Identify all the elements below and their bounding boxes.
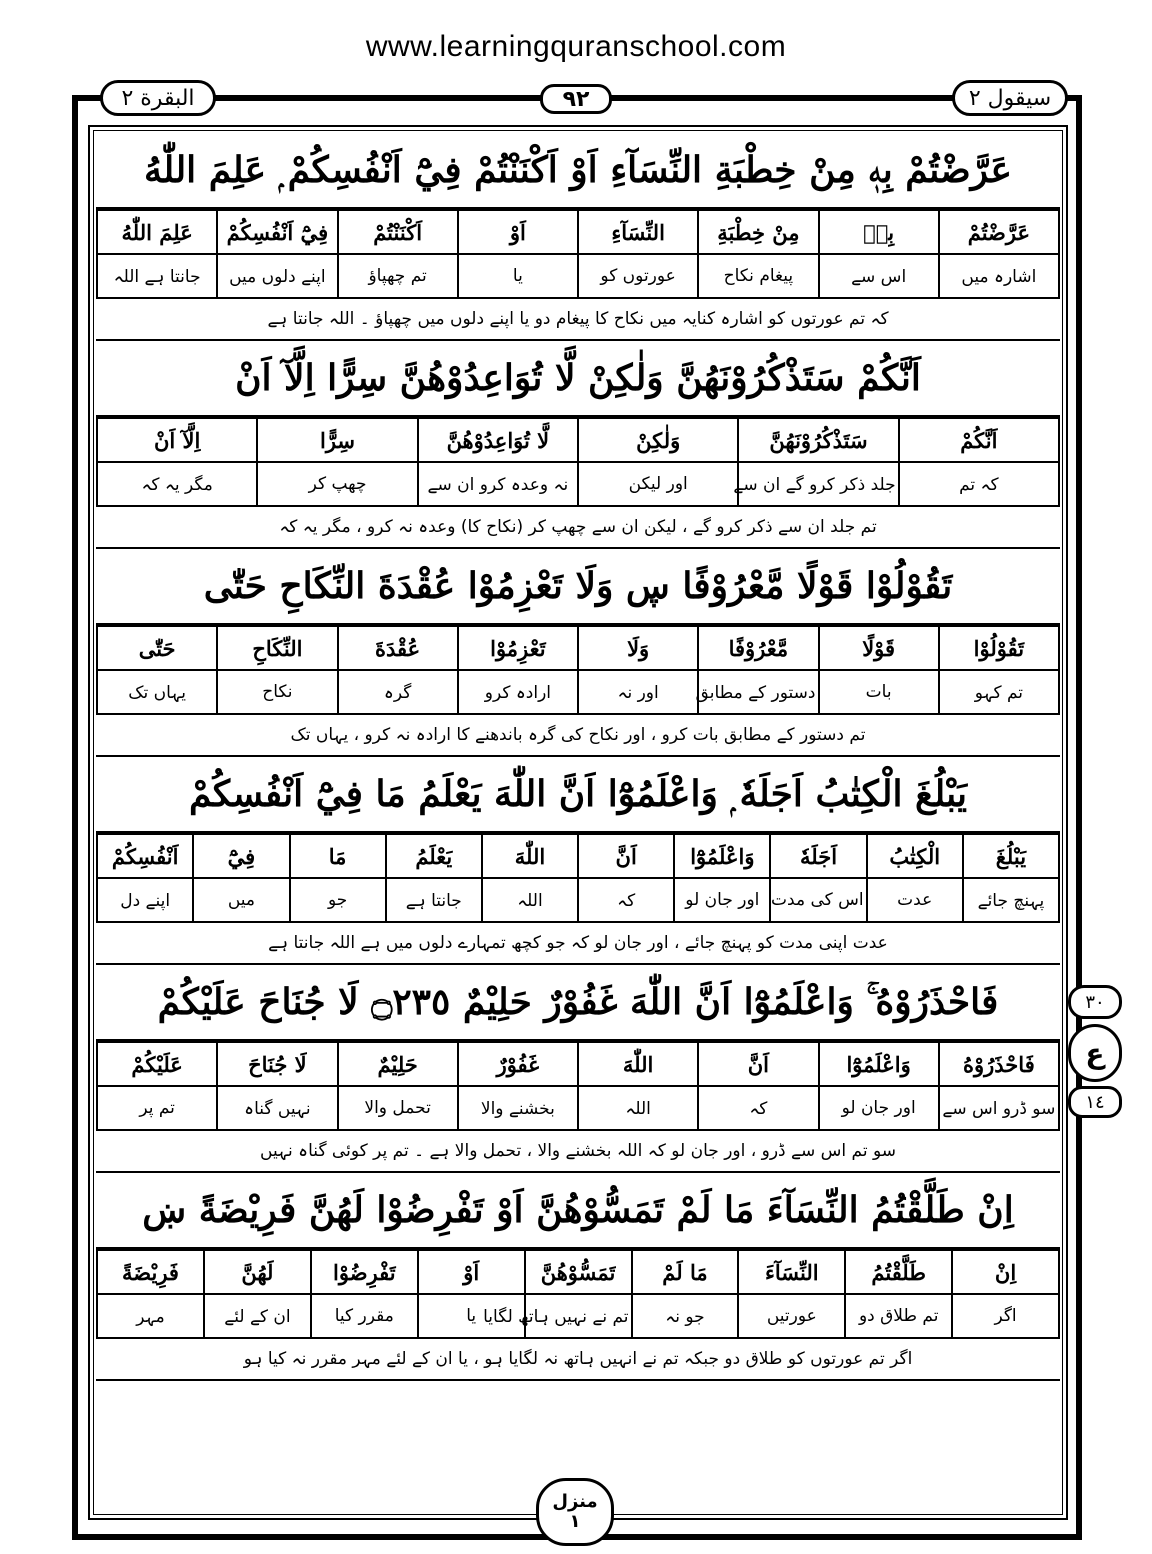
urdu-meaning: بخشنے والا	[458, 1086, 578, 1130]
urdu-meaning: جانتا ہے	[386, 878, 482, 922]
word-by-word-table	[96, 209, 1060, 299]
arabic-word: مَا	[290, 834, 386, 878]
arabic-verse-line: عَرَّضْتُمْ بِهٖ مِنْ خِطْبَةِ النِّسَآءِ اَوْ اَكْنَنْتُمْ فِيْٓ اَنْفُسِكُمْ ۭ عَلِمَ اللّٰهُ	[96, 133, 1060, 209]
arabic-words-row	[97, 418, 1059, 462]
arabic-verse-line: اِنْ طَلَّقْتُمُ النِّسَآءَ مَا لَمْ تَمَسُّوْهُنَّ اَوْ تَفْرِضُوْا لَهُنَّ فَرِيْضَةً ښ	[96, 1173, 1060, 1249]
urdu-meaning: دستور کے مطابق	[698, 670, 818, 714]
arabic-word: بِهٖ	[819, 210, 939, 254]
ruku-count: ٣٠	[1085, 991, 1105, 1013]
arabic-word: اَوْ	[418, 1250, 525, 1294]
arabic-word: اللّٰهَ	[482, 834, 578, 878]
arabic-words-row	[97, 210, 1059, 254]
word-by-word-table	[96, 833, 1060, 923]
arabic-word: اِنْ	[952, 1250, 1059, 1294]
verse-block	[96, 133, 1060, 341]
urdu-meaning: جو نہ	[632, 1294, 739, 1338]
urdu-meaning: یا	[418, 1294, 525, 1338]
urdu-translation-line: تم دستور کے مطابق بات کرو ، اور نکاح کی گرہ باندھنے کا ارادہ نہ کرو ، یہاں تک	[96, 715, 1060, 757]
word-by-word-table	[96, 417, 1060, 507]
arabic-word: مَا لَمْ	[632, 1250, 739, 1294]
urdu-meaning: اور جان لو	[819, 1086, 939, 1130]
verse-block	[96, 757, 1060, 965]
arabic-word: تَمَسُّوْهُنَّ	[525, 1250, 632, 1294]
verse-block	[96, 549, 1060, 757]
arabic-word: فَرِيْضَةً	[97, 1250, 204, 1294]
ruku-symbol-marker	[1068, 1024, 1122, 1082]
arabic-word: طَلَّقْتُمُ	[845, 1250, 952, 1294]
ruku-symbol: ع	[1085, 1036, 1105, 1070]
urdu-meaning: کہ	[578, 878, 674, 922]
manzil-badge	[536, 1478, 614, 1546]
manzil-label: منزل	[552, 1491, 598, 1513]
urdu-meaning: پہنچ جائے	[963, 878, 1059, 922]
urdu-meaning: تم نے نہیں ہاتھ لگایا	[525, 1294, 632, 1338]
urdu-meaning: تم پر	[97, 1086, 217, 1130]
urdu-meanings-row	[97, 670, 1059, 714]
urdu-meanings-row	[97, 1294, 1059, 1338]
arabic-word: حَلِيْمٌ	[338, 1042, 458, 1086]
arabic-word: وَاعْلَمُوْٓا	[819, 1042, 939, 1086]
verse-block	[96, 341, 1060, 549]
urdu-meaning: اور لیکن	[578, 462, 738, 506]
arabic-word: مِنْ خِطْبَةِ	[698, 210, 818, 254]
urdu-meaning: گرہ	[338, 670, 458, 714]
urdu-translation-line: کہ تم عورتوں کو اشارہ کنایہ میں نکاح کا پیغام دو یا اپنے دلوں میں چھپاؤ ۔ اللہ جانتا ہے	[96, 299, 1060, 341]
urdu-meaning: ارادہ کرو	[458, 670, 578, 714]
arabic-word: قَوْلًا	[819, 626, 939, 670]
arabic-verse-line: اَنَّكُمْ سَتَذْكُرُوْنَهُنَّ وَلٰكِنْ لَّا تُوَاعِدُوْهُنَّ سِرًّا اِلَّآ اَنْ	[96, 341, 1060, 417]
urdu-meaning: تحمل والا	[338, 1086, 458, 1130]
urdu-meaning: عدت	[867, 878, 963, 922]
arabic-word: اِلَّآ اَنْ	[97, 418, 257, 462]
urdu-meanings-row	[97, 462, 1059, 506]
arabic-word: فِيْٓ	[193, 834, 289, 878]
arabic-word: حَتّٰى	[97, 626, 217, 670]
arabic-word: يَبْلُغَ	[963, 834, 1059, 878]
urdu-meaning: یہاں تک	[97, 670, 217, 714]
arabic-word: النِّكَاحِ	[217, 626, 337, 670]
urdu-meaning: پیغام نکاح	[698, 254, 818, 298]
manzil-number: ١	[569, 1511, 581, 1532]
arabic-words-row	[97, 626, 1059, 670]
urdu-meaning: اس کی مدت	[770, 878, 866, 922]
arabic-words-row	[97, 834, 1059, 878]
arabic-word: وَاعْلَمُوْٓا	[674, 834, 770, 878]
urdu-meanings-row	[97, 878, 1059, 922]
urdu-meaning: کہ تم	[899, 462, 1059, 506]
arabic-words-row	[97, 1042, 1059, 1086]
urdu-meaning: اپنے دلوں میں	[217, 254, 337, 298]
urdu-meaning: ان کے لئے	[204, 1294, 311, 1338]
urdu-meaning: نہ وعدہ کرو ان سے	[418, 462, 578, 506]
urdu-meaning: نہیں گناہ	[217, 1086, 337, 1130]
urdu-meaning: چھپ کر	[257, 462, 417, 506]
arabic-word: سَتَذْكُرُوْنَهُنَّ	[738, 418, 898, 462]
urdu-meaning: اللہ	[482, 878, 578, 922]
arabic-word: عُقْدَةَ	[338, 626, 458, 670]
arabic-word: اَوْ	[458, 210, 578, 254]
arabic-word: فِيْٓ اَنْفُسِكُمْ	[217, 210, 337, 254]
urdu-meaning: نکاح	[217, 670, 337, 714]
surah-name-label	[100, 80, 216, 116]
verse-block	[96, 965, 1060, 1173]
urdu-meaning: مہر	[97, 1294, 204, 1338]
arabic-word: اَجَلَهٗ	[770, 834, 866, 878]
arabic-word: لَا جُنَاحَ	[217, 1042, 337, 1086]
urdu-meaning: اگر	[952, 1294, 1059, 1338]
para-name-label	[952, 80, 1068, 116]
urdu-meaning: جلد ذکر کرو گے ان سے	[738, 462, 898, 506]
arabic-word: تَقُوْلُوْا	[939, 626, 1059, 670]
arabic-word: فَاحْذَرُوْهُ	[939, 1042, 1059, 1086]
urdu-meaning: سو ڈرو اس سے	[939, 1086, 1059, 1130]
urdu-meaning: میں	[193, 878, 289, 922]
urdu-meaning: تم چھپاؤ	[338, 254, 458, 298]
urdu-meaning: یا	[458, 254, 578, 298]
quran-page-content	[96, 133, 1060, 1381]
urdu-meaning: اس سے	[819, 254, 939, 298]
urdu-meaning: اپنے دل	[97, 878, 193, 922]
urdu-meaning: جو	[290, 878, 386, 922]
arabic-word: الْكِتٰبُ	[867, 834, 963, 878]
arabic-word: النِّسَآءِ	[578, 210, 698, 254]
verse-block	[96, 1173, 1060, 1381]
urdu-meaning: اور جان لو	[674, 878, 770, 922]
urdu-translation-line: عدت اپنی مدت کو پہنچ جائے ، اور جان لو کہ جو کچھ تمہارے دلوں میں ہے اللہ جانتا ہے	[96, 923, 1060, 965]
arabic-verse-line: يَبْلُغَ الْكِتٰبُ اَجَلَهٗ ۭ وَاعْلَمُوْٓا اَنَّ اللّٰهَ يَعْلَمُ مَا فِيْٓ اَنْفُسِكُمْ	[96, 757, 1060, 833]
arabic-word: لَّا تُوَاعِدُوْهُنَّ	[418, 418, 578, 462]
urdu-meaning: عورتوں کو	[578, 254, 698, 298]
arabic-word: تَعْزِمُوْا	[458, 626, 578, 670]
urdu-meaning: مقرر کیا	[311, 1294, 418, 1338]
arabic-word: لَهُنَّ	[204, 1250, 311, 1294]
arabic-word: سِرًّا	[257, 418, 417, 462]
surah-name: البقرة ٢	[121, 85, 195, 111]
urdu-meaning: عورتیں	[738, 1294, 845, 1338]
urdu-meanings-row	[97, 254, 1059, 298]
ruku-count-marker	[1068, 985, 1122, 1019]
arabic-word: عَرَّضْتُمْ	[939, 210, 1059, 254]
page-number-badge	[540, 84, 612, 114]
page-number: ٩٢	[562, 86, 590, 112]
verse-count: ١٤	[1085, 1091, 1105, 1113]
arabic-verse-line: تَقُوْلُوْا قَوْلًا مَّعْرُوْفًا ڛ وَلَا تَعْزِمُوْا عُقْدَةَ النِّكَاحِ حَتّٰى	[96, 549, 1060, 625]
urdu-meaning: اللہ	[578, 1086, 698, 1130]
urdu-translation-line: اگر تم عورتوں کو طلاق دو جبکہ تم نے انہیں ہاتھ نہ لگایا ہو ، یا ان کے لئے مہر مقرر نہ کیا ہو	[96, 1339, 1060, 1381]
urdu-translation-line: سو تم اس سے ڈرو ، اور جان لو کہ اللہ بخشنے والا ، تحمل والا ہے ۔ تم پر کوئی گناہ نہیں	[96, 1131, 1060, 1173]
urdu-meaning: اور نہ	[578, 670, 698, 714]
arabic-word: عَلِمَ اللّٰهُ	[97, 210, 217, 254]
arabic-word: اَنَّكُمْ	[899, 418, 1059, 462]
arabic-verse-line: فَاحْذَرُوْهُ ۚ وَاعْلَمُوْٓا اَنَّ اللّٰهَ غَفُوْرٌ حَلِيْمٌ ۝٢٣٥ لَا جُنَاحَ عَلَيْكُمْ	[96, 965, 1060, 1041]
arabic-word: يَعْلَمُ	[386, 834, 482, 878]
arabic-word: اَنَّ	[698, 1042, 818, 1086]
arabic-word: تَفْرِضُوْا	[311, 1250, 418, 1294]
urdu-meaning: اشارہ میں	[939, 254, 1059, 298]
word-by-word-table	[96, 625, 1060, 715]
arabic-word: مَّعْرُوْفًا	[698, 626, 818, 670]
urdu-translation-line: تم جلد ان سے ذکر کرو گے ، لیکن ان سے چھپ کر (نکاح کا) وعدہ نہ کرو ، مگر یہ کہ	[96, 507, 1060, 549]
urdu-meaning: تم کہو	[939, 670, 1059, 714]
verse-count-marker	[1068, 1086, 1122, 1118]
arabic-word: اَنَّ	[578, 834, 674, 878]
site-url[interactable]: www.learningquranschool.com	[365, 30, 787, 63]
arabic-word: النِّسَآءَ	[738, 1250, 845, 1294]
urdu-meaning: کہ	[698, 1086, 818, 1130]
arabic-word: غَفُوْرٌ	[458, 1042, 578, 1086]
arabic-word: عَلَيْكُمْ	[97, 1042, 217, 1086]
word-by-word-table	[96, 1249, 1060, 1339]
urdu-meaning: بات	[819, 670, 939, 714]
arabic-word: وَلٰكِنْ	[578, 418, 738, 462]
arabic-words-row	[97, 1250, 1059, 1294]
arabic-word: اَكْنَنْتُمْ	[338, 210, 458, 254]
urdu-meaning: جانتا ہے اللہ	[97, 254, 217, 298]
para-name: سیقول ٢	[968, 85, 1052, 111]
urdu-meanings-row	[97, 1086, 1059, 1130]
urdu-meaning: تم طلاق دو	[845, 1294, 952, 1338]
urdu-meaning: مگر یہ کہ	[97, 462, 257, 506]
word-by-word-table	[96, 1041, 1060, 1131]
arabic-word: اللّٰهَ	[578, 1042, 698, 1086]
arabic-word: وَلَا	[578, 626, 698, 670]
arabic-word: اَنْفُسِكُمْ	[97, 834, 193, 878]
